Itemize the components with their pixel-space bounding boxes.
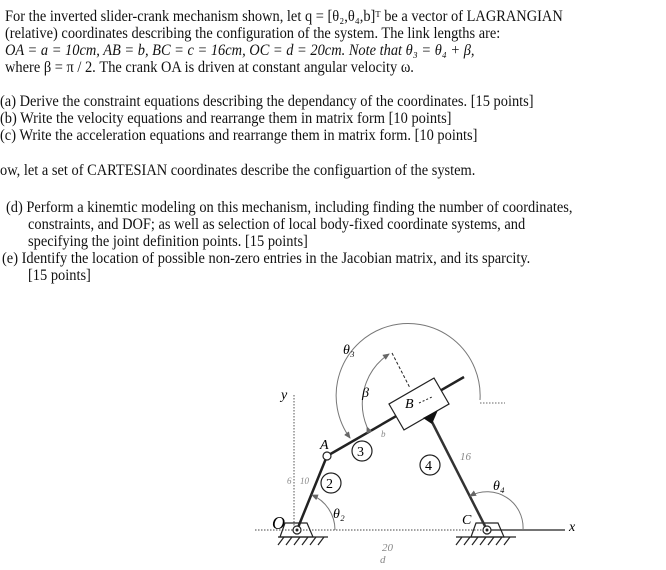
label-o: O [272, 513, 285, 533]
part-d-line-1: (d) Perform a kinemtic modeling on this mechanism, including finding the number of coordinates, [6, 199, 573, 216]
cartesian-intro: ow, let a set of CARTESIAN coordinates describe the configuartion of the system. [0, 162, 476, 179]
handwritten-d-symbol: d [380, 554, 386, 566]
part-c: (c) Write the acceleration equations and rearrange them in matrix form. [10 points] [0, 127, 478, 144]
handwritten-c-length: 16 [460, 451, 471, 463]
part-d-line-2: constraints, and DOF; as well as selection of local body-fixed coordinate systems, and [28, 216, 526, 233]
part-b: (b) Write the velocity equations and rearrange them in matrix form [10 points] [0, 110, 452, 127]
label-theta2: θ₂ [333, 507, 345, 522]
handwritten-b-note: b [381, 429, 386, 439]
x-label: x [569, 520, 576, 535]
part-d-line-3: specifying the joint definition points. [15 points] [28, 233, 308, 250]
link-4-rocker [430, 418, 487, 530]
link-2-number: 2 [326, 477, 333, 492]
ground-support-o [278, 523, 328, 545]
y-label: y [281, 388, 288, 403]
intro-line-2: (relative) coordinates describing the configuration of the system. The link lengths are: [5, 25, 501, 42]
label-c: C [462, 513, 472, 528]
label-theta3: θ₃ [343, 343, 355, 358]
intro-line-1: For the inverted slider-crank mechanism shown, let q = [θ₂,θ₄,b]ᵀ be a vector of LAGRANGIAN [5, 8, 563, 25]
handwritten-a-length: 10 [300, 476, 309, 486]
handwritten-d-length: 20 [382, 542, 393, 554]
theta2-arc [312, 495, 335, 530]
link-3-number: 3 [357, 445, 364, 460]
label-theta4: θ₄ [493, 479, 505, 494]
link-4-number: 4 [425, 459, 432, 474]
part-a: (a) Derive the constraint equations describing the dependancy of the coordinates. [15 points] [0, 93, 534, 110]
label-beta: β [362, 386, 369, 401]
slider-block-b [389, 378, 449, 430]
part-e-line-1: (e) Identify the location of possible non-zero entries in the Jacobian matrix, and its sparcity. [2, 250, 531, 267]
handwritten-a-note: 6 [287, 476, 292, 486]
link-2-crank [297, 456, 327, 530]
label-b: B [405, 397, 414, 412]
label-a: A [320, 438, 329, 453]
intro-line-3: OA = a = 10cm, AB = b, BC = c = 16cm, OC = d = 20cm. Note that θ₃ = θ₄ + β, [5, 42, 475, 59]
joint-a [323, 452, 331, 460]
part-e-line-2: [15 points] [28, 267, 91, 284]
intro-line-4: where β = π / 2. The crank OA is driven at constant angular velocity ω. [5, 59, 414, 76]
